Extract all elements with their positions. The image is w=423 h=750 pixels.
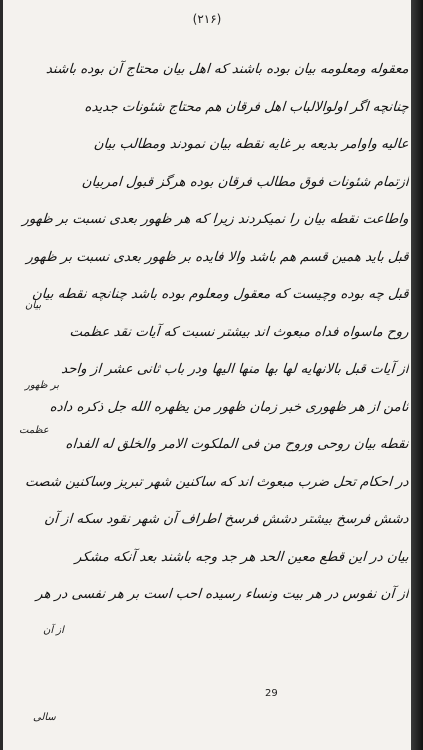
footer-page-number: 29 (265, 688, 278, 699)
text-line: در احکام تحل ضرب مبعوث اند که ساکنین شهر تبریز وساکنین شصت (24, 474, 410, 490)
text-line: نقطه بیان روحی وروح من فی الملکوت الامر والخلق له الفداه (64, 437, 410, 452)
text-line: معقوله ومعلومه بیان بوده باشند که اهل بیان محتاج آن بوده باشند (45, 62, 410, 77)
text-line: بیان در این قطع معین الحد هر جد وجه باشند بعد آنکه مشکر (74, 549, 410, 565)
text-line: از آیات قبل بالانهایه لها بها منها الیها ودر باب ثانی عشر از واحد (60, 362, 410, 377)
margin-note: سالی (33, 712, 56, 723)
manuscript-page (3, 0, 411, 750)
text-line: چنانچه اگر اولوالالباب اهل فرقان هم محتاج شئونات جدیده (84, 99, 410, 115)
margin-note: عظمت (19, 425, 49, 436)
text-line: عالیه واوامر بدیعه بر غایه نقطه بیان نمودند ومطالب بیان (93, 137, 410, 152)
page-shadow-edge (411, 0, 423, 750)
text-line: ازتمام شئونات فوق مطالب فرقان بوده هرگز قبول امربیان (81, 174, 410, 190)
text-line: ثامن از هر ظهوری خبر زمان ظهور من یظهره الله جل ذکره داده (49, 399, 410, 415)
margin-note: بیان (25, 300, 42, 311)
text-line: دشش فرسخ بیشتر دشش فرسخ اطراف آن شهر نقود سکه از آن (43, 512, 410, 527)
text-line: روح ماسواه فداه مبعوث اند بیشتر نسبت که آیات نقد عظمت (68, 324, 410, 340)
text-line: واطاعت نقطه بیان را نمیکردند زیرا که هر ظهور بعدی نسبت بر ظهور (22, 212, 410, 227)
text-line: از آن نفوس در هر بیت ونساء رسیده احب است بر هر نفسی در هر (35, 587, 410, 602)
page-number: (۲۱۶) (192, 12, 222, 26)
margin-note: از آن (43, 625, 64, 636)
margin-note: بر ظهور (25, 380, 60, 391)
text-line: قبل چه بوده وچیست که معقول ومعلوم بوده باشد چنانچه نقطه بیان (31, 287, 410, 302)
manuscript-text (13, 60, 408, 623)
text-line: قبل باید همین قسم هم باشد والا فایده بر ظهور بعدی نسبت بر ظهور (26, 249, 410, 265)
